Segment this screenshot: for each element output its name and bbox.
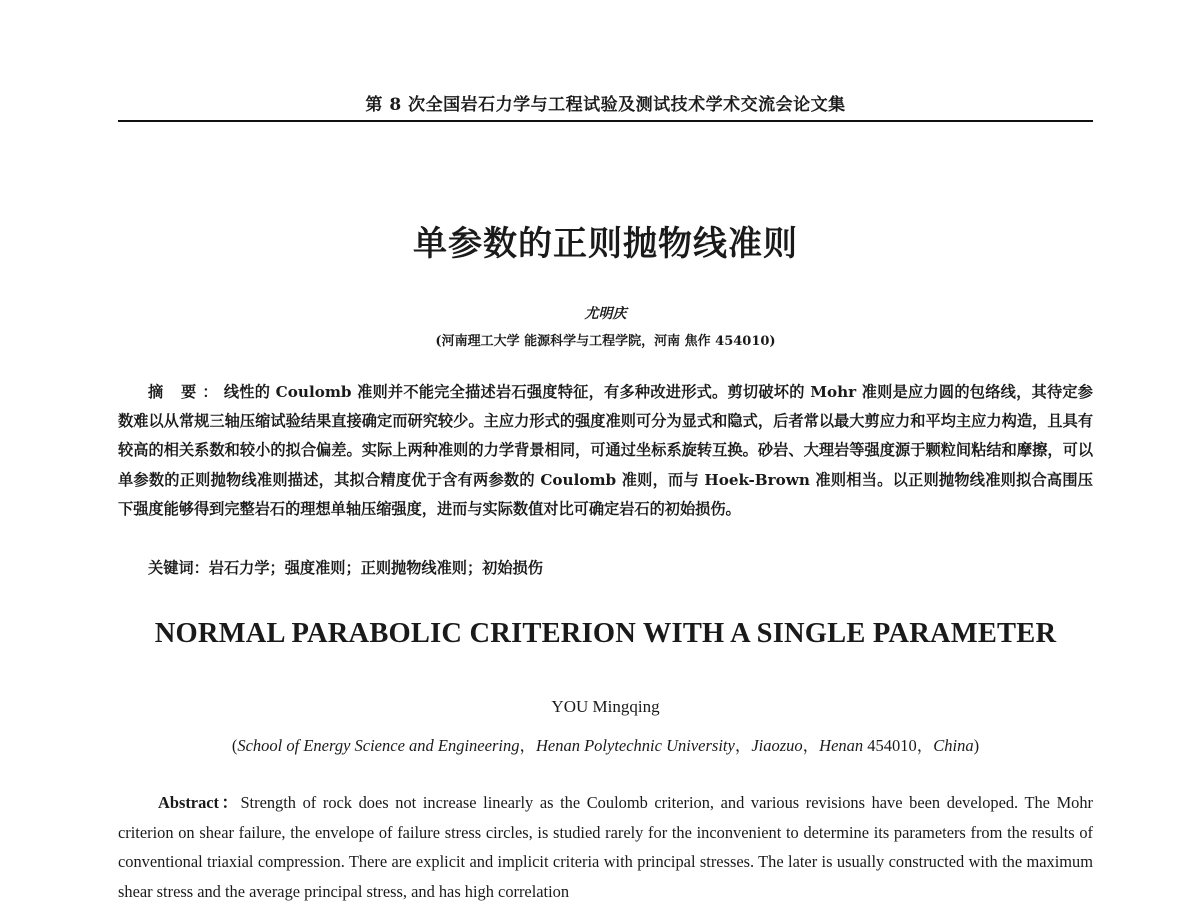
header-rule xyxy=(118,120,1093,122)
en-affil-school: School of Energy Science and Engineering xyxy=(237,736,520,755)
cn-keywords xyxy=(148,554,1093,582)
cn-keywords-label: 关键词： xyxy=(148,559,209,577)
cn-abstract xyxy=(118,378,1093,524)
en-affil-open: ( xyxy=(231,736,238,755)
cn-abstract-label: 摘 要： xyxy=(148,383,224,401)
cn-title: 单参数的正则抛物线准则 xyxy=(413,224,798,264)
en-abstract-text: Strength of rock does not increase linearly as the Coulomb criterion, and various revisions have been developed. The Mohr criterion on shear failure, the envelope of failure stress circles, is studied rarely for the inconvenient to determine its parameters from the results of conventional triaxial compression. There are explicit and implicit criteria with principal stresses. The later is usually constructed with the maximum shear stress and the average principal stress, and has high correlation xyxy=(118,793,1093,901)
en-author: YOU Mingqing xyxy=(551,697,660,716)
running-header: 第 8 次全国岩石力学与工程试验及测试技术学术交流会论文集 xyxy=(365,95,846,115)
en-affil-sep: ， xyxy=(519,736,536,755)
en-abstract xyxy=(118,788,1093,906)
en-affil-country: China xyxy=(933,736,974,755)
en-title: NORMAL PARABOLIC CRITERION WITH A SINGLE PARAMETER xyxy=(154,618,1057,649)
en-affiliation xyxy=(118,732,1093,756)
cn-affiliation: (河南理工大学 能源科学与工程学院，河南 焦作 454010) xyxy=(435,334,776,349)
en-affil-close: ) xyxy=(973,736,980,755)
cn-author: 尤明庆 xyxy=(584,306,627,322)
en-affil-postcode: 454010， xyxy=(863,736,934,755)
en-affil-sep: ， xyxy=(802,736,820,755)
en-affil-city: Jiaozuo xyxy=(751,736,803,755)
cn-keywords-text: 岩石力学；强度准则；正则抛物线准则；初始损伤 xyxy=(208,559,543,577)
en-affil-sep: ， xyxy=(734,736,752,755)
en-abstract-label: Abstract： xyxy=(158,793,241,812)
en-affil-university: Henan Polytechnic University xyxy=(535,736,735,755)
cn-abstract-text: 线性的 Coulomb 准则并不能完全描述岩石强度特征，有多种改进形式。剪切破坏的 Mohr 准则是应力圆的包络线，其待定参数难以从常规三轴压缩试验结果直接确定而研究较少。主应力形式的强度准则可分为显式和隐式，后者常以最大剪应力和平均主应力构造，且具有较高的相关系数和较小的拟合偏差。实际上两种准则的力学背景相同，可通过坐标系旋转互换。砂岩、大理岩等强度源于颗粒间粘结和摩擦，可以单参数的正则抛物线准则描述，其拟合精度优于含有两参数的 Coulomb 准则，而与 Hoek-Brown 准则相当。以正则抛物线准则拟合高围压下强度能够得到完整岩石的理想单轴压缩强度，进而与实际数值对比可确定岩石的初始损伤。 xyxy=(118,383,1093,518)
en-affil-province: Henan xyxy=(819,736,864,755)
